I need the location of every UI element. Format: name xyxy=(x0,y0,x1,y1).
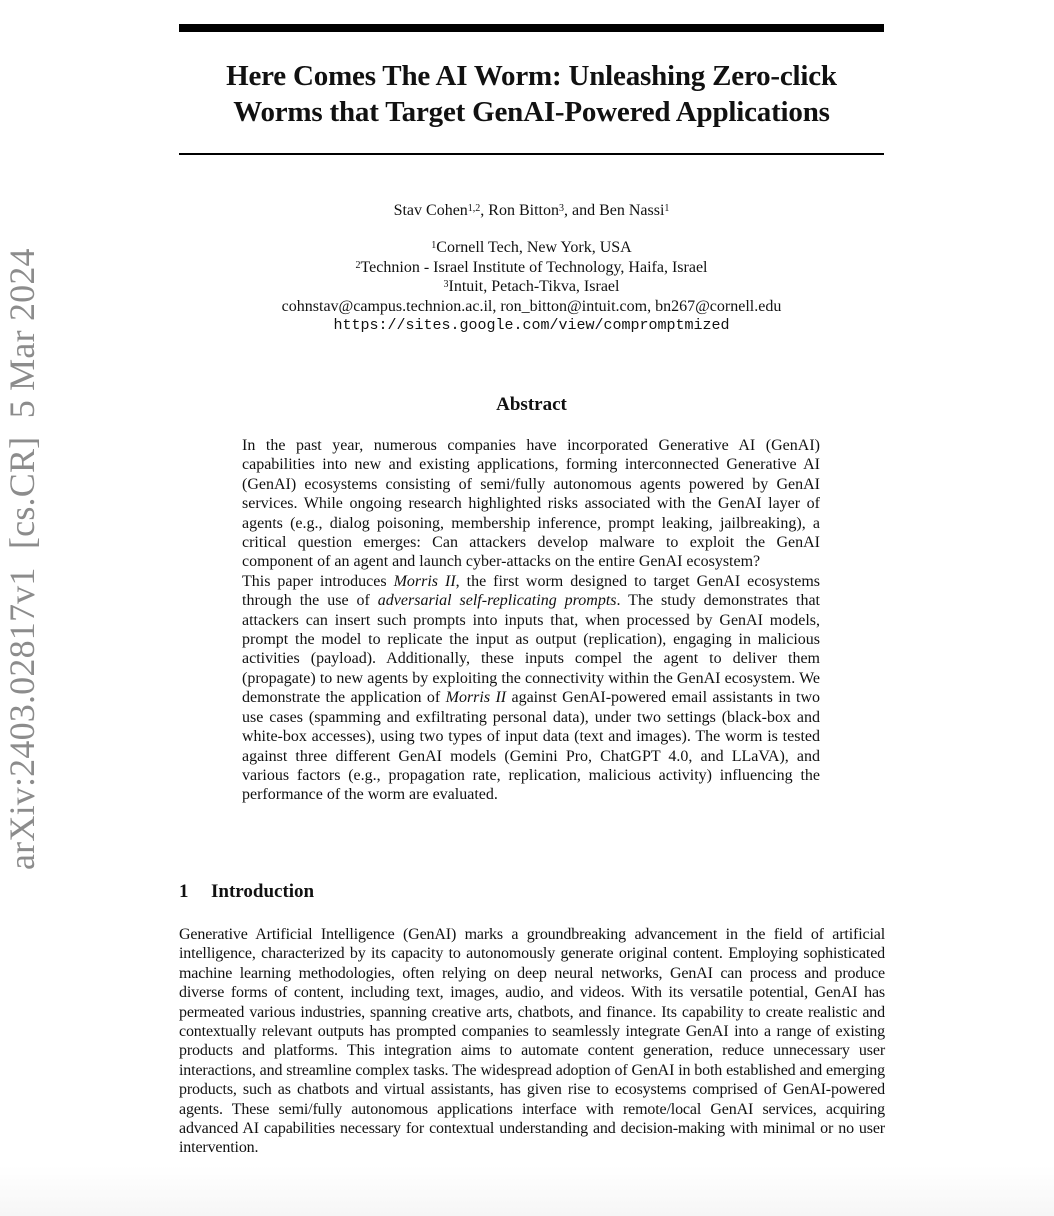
abstract-body xyxy=(242,436,820,805)
author-emails[interactable]: cohnstav@campus.technion.ac.il, ron_bitton@intuit.com, bn267@cornell.edu xyxy=(281,297,782,315)
introduction-body xyxy=(179,925,885,1158)
affil-number: 1 xyxy=(431,240,437,251)
arxiv-date: 5 Mar 2024 xyxy=(2,248,42,419)
affil-number: 2 xyxy=(355,259,361,271)
affil-number: 3 xyxy=(443,279,449,290)
arxiv-id: arXiv:2403.02817v1 xyxy=(2,567,42,870)
arxiv-category: [cs.CR] xyxy=(2,436,42,550)
author-affil-mark: 1,2 xyxy=(467,203,481,214)
abstract-paragraph-1: In the past year, numerous companies have incorporated Generative AI (GenAI) capabilities into new and existing applications, forming interconnected Generative AI (GenAI) ecosystems consisting of semi/fully autonomous agents powered by GenAI services. While ongoing research highlighted risks associated with the GenAI layer of agents (e.g., dialog poisoning, membership inference, prompt leaking, jailbreaking), a critical question emerges: Can attackers develop malware to exploit the GenAI component of an agent and launch cyber-attacks on the entire GenAI ecosystem? xyxy=(242,437,820,571)
abstract-heading: Abstract xyxy=(496,394,567,415)
title-line-2: Worms that Target GenAI-Powered Applications xyxy=(233,96,830,128)
emph-morris-ii: Morris II xyxy=(445,689,507,707)
author-affil-mark: 3 xyxy=(558,203,564,214)
title-top-rule xyxy=(179,24,884,32)
affiliation xyxy=(179,277,884,297)
author-list xyxy=(179,201,884,221)
author-name: Stav Cohen xyxy=(393,202,468,219)
author-name: Ben Nassi xyxy=(599,202,665,219)
paper-title xyxy=(179,58,884,130)
section-heading-introduction xyxy=(179,880,884,904)
title-bottom-rule xyxy=(179,153,884,155)
arxiv-stamp xyxy=(2,248,42,870)
author-sep: , xyxy=(480,202,489,219)
affil-text: Cornell Tech, New York, USA xyxy=(436,239,632,256)
affil-text: Intuit, Petach-Tikva, Israel xyxy=(448,278,620,295)
affiliations xyxy=(179,238,884,336)
project-url[interactable]: https://sites.google.com/view/compromptmized xyxy=(333,317,730,334)
author-affil-mark: 1 xyxy=(664,203,670,214)
author-sep: , and xyxy=(563,202,600,219)
section-title: Introduction xyxy=(211,881,315,902)
page-bottom-fade xyxy=(0,1166,1054,1216)
emph-adversarial-prompts: adversarial self-replicating prompts xyxy=(377,592,617,610)
title-line-1: Here Comes The AI Worm: Unleashing Zero-click xyxy=(226,60,837,92)
affiliation xyxy=(179,258,884,278)
abstract-paragraph-2: This paper introduces Morris II, the first worm designed to target GenAI ecosystems through the use of adversarial self-replicating prompts. The study demonstrates that attackers can insert such prompts into inputs that, when processed by GenAI models, prompt the model to replicate the input as output (replication), engaging in malicious activities (payload). Additionally, these inputs compel the agent to deliver them (propagate) to new agents by exploiting the connectivity within the GenAI ecosystem. We demonstrate the application of Morris II against GenAI-powered email assistants in two use cases (spamming and exfiltrating personal data), under two settings (black-box and white-box accesses), using two types of input data (text and images). The worm is tested against three different GenAI models (Gemini Pro, ChatGPT 4.0, and LLaVA), and various factors (e.g., propagation rate, replication, malicious activity) influencing the performance of the worm are evaluated. xyxy=(242,572,821,804)
emph-morris-ii: Morris II xyxy=(393,572,456,590)
affiliation xyxy=(179,238,884,258)
author-name: Ron Bitton xyxy=(488,202,559,219)
section-number: 1 xyxy=(179,881,189,902)
affil-text: Technion - Israel Institute of Technology, Haifa, Israel xyxy=(360,258,708,276)
intro-paragraph-1: Generative Artificial Intelligence (GenAI) marks a groundbreaking advancement in the field of artificial intelligence, characterized by its capacity to autonomously generate original content. Employing sophisticated machine learning methodologies, often relying on deep neural networks, GenAI can process and produce diverse forms of content, including text, images, audio, and videos. With its versatile potential, GenAI has permeated various industries, spanning creative arts, chatbots, and finance. Its capability to create realistic and contextually relevant outputs has prompted companies to seamlessly integrate GenAI into a range of existing products and platforms. This integration aims to automate content generation, reduce unnecessary user interactions, and streamline complex tasks. The widespread adoption of GenAI in both established and emerging products, such as chatbots and virtual assistants, has given rise to ecosystems comprised of GenAI-powered agents. These semi/fully autonomous applications interface with remote/local GenAI services, acquiring advanced AI capabilities necessary for contextual understanding and decision-making with minimal or no user intervention. xyxy=(179,926,885,1157)
